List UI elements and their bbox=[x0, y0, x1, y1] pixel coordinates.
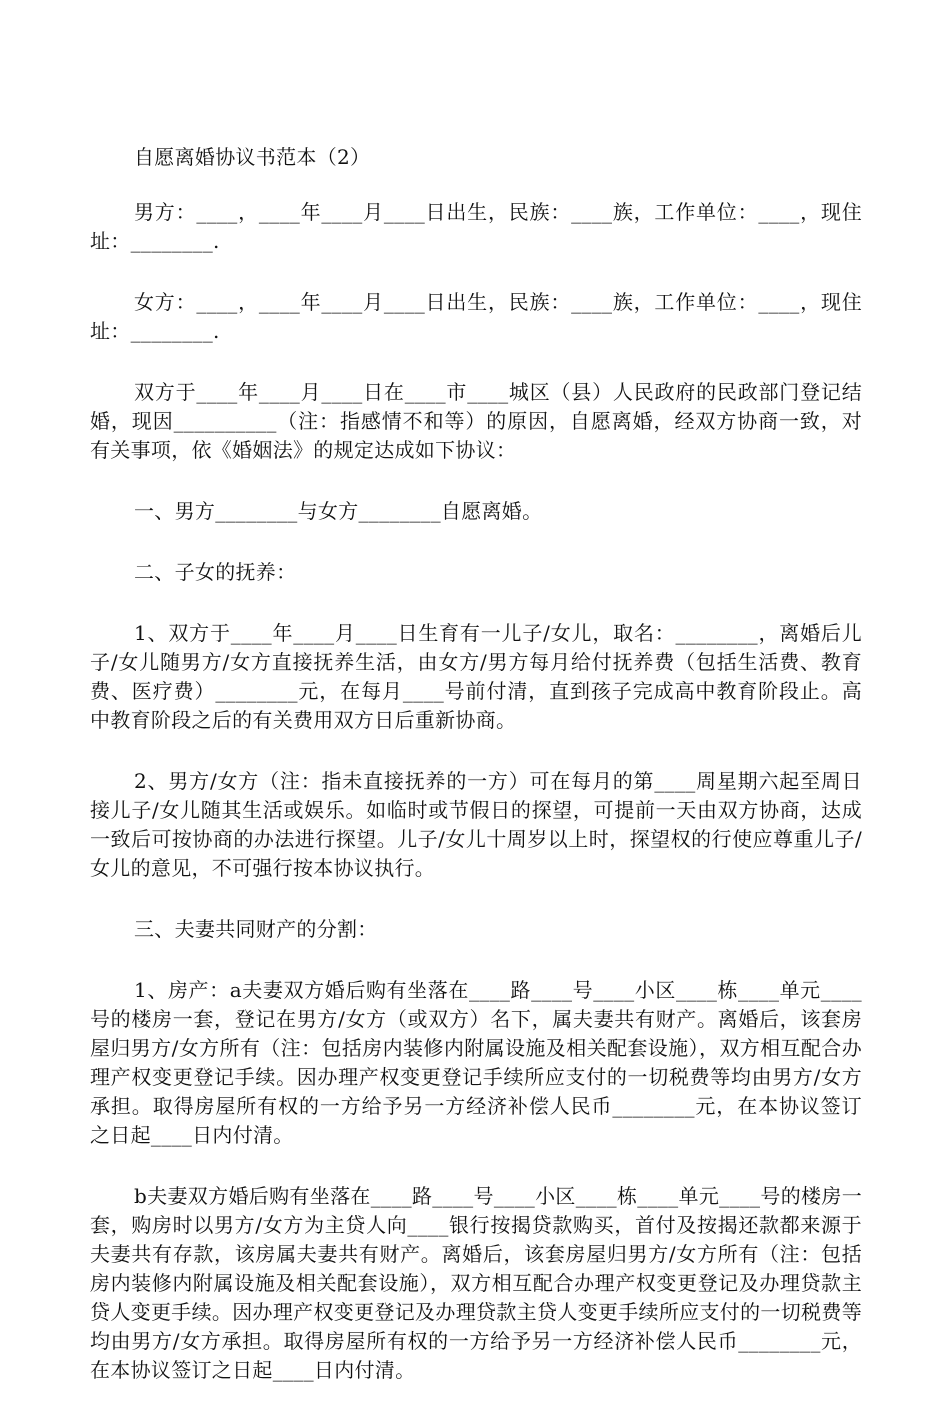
clause-marriage-registration: 双方于____年____月____日在____市____城区（县）人民政府的民政部门登记结婚，现因__________（注：指感情不和等）的原因，自愿离婚，经双方协商一致，对有关事项，依《婚姻法》的规定达成如下协议： bbox=[90, 380, 862, 462]
section-heading-property-division: 三、夫妻共同财产的分割： bbox=[134, 917, 378, 941]
section-heading-child-custody: 二、子女的抚养： bbox=[134, 560, 297, 584]
clause-woman-info: 女方：____，____年____月____日出生，民族：____族，工作单位：____，现住址：________. bbox=[90, 290, 862, 343]
document-page bbox=[90, 143, 862, 1417]
clause-visitation: 2、男方/女方（注：指未直接抚养的一方）可在每月的第____周星期六起至周日接儿子/女儿随其生活或娱乐。如临时或节假日的探望，可提前一天由双方协商，达成一致后可按协商的办法进行探望。儿子/女儿十周岁以上时，探望权的行使应尊重儿子/女儿的意见，不可强行按本协议执行。 bbox=[90, 769, 862, 880]
clause-property-b: b夫妻双方婚后购有坐落在____路____号____小区____栋____单元____号的楼房一套，购房时以男方/女方为主贷人向____银行按揭贷款购买，首付及按揭还款都来源于夫妻共有存款，该房属夫妻共有财产。离婚后，该套房屋归男方/女方所有（注：包括房内装修内附属设施及相关配套设施），双方相互配合办理产权变更登记及办理贷款主贷人变更手续。因办理产权变更登记及办理贷款主贷人变更手续所应支付的一切税费等均由男方/女方承担。取得房屋所有权的一方给予另一方经济补偿人民币________元，在本协议签订之日起____日内付清。 bbox=[90, 1184, 862, 1382]
clause-voluntary-divorce: 一、男方________与女方________自愿离婚。 bbox=[134, 499, 543, 523]
clause-property-a: 1、房产：a夫妻双方婚后购有坐落在____路____号____小区____栋____单元____号的楼房一套，登记在男方/女方（或双方）名下，属夫妻共有财产。离婚后，该套房屋归男方/女方所有（注：包括房内装修内附属设施及相关配套设施），双方相互配合办理产权变更登记手续。因办理产权变更登记手续所应支付的一切税费等均由男方/女方承担。取得房屋所有权的一方给予另一方经济补偿人民币________元，在本协议签订之日起____日内付清。 bbox=[90, 978, 862, 1147]
clause-man-info: 男方：____，____年____月____日出生，民族：____族，工作单位：____，现住址：________. bbox=[90, 200, 862, 253]
clause-child-support: 1、双方于____年____月____日生育有一儿子/女儿，取名：________，离婚后儿子/女儿随男方/女方直接抚养生活，由女方/男方每月给付抚养费（包括生活费、教育费、医疗费）________元，在每月____号前付清，直到孩子完成高中教育阶段止。高中教育阶段之后的有关费用双方日后重新协商。 bbox=[90, 621, 862, 732]
document-title: 自愿离婚协议书范本（2） bbox=[134, 145, 371, 169]
